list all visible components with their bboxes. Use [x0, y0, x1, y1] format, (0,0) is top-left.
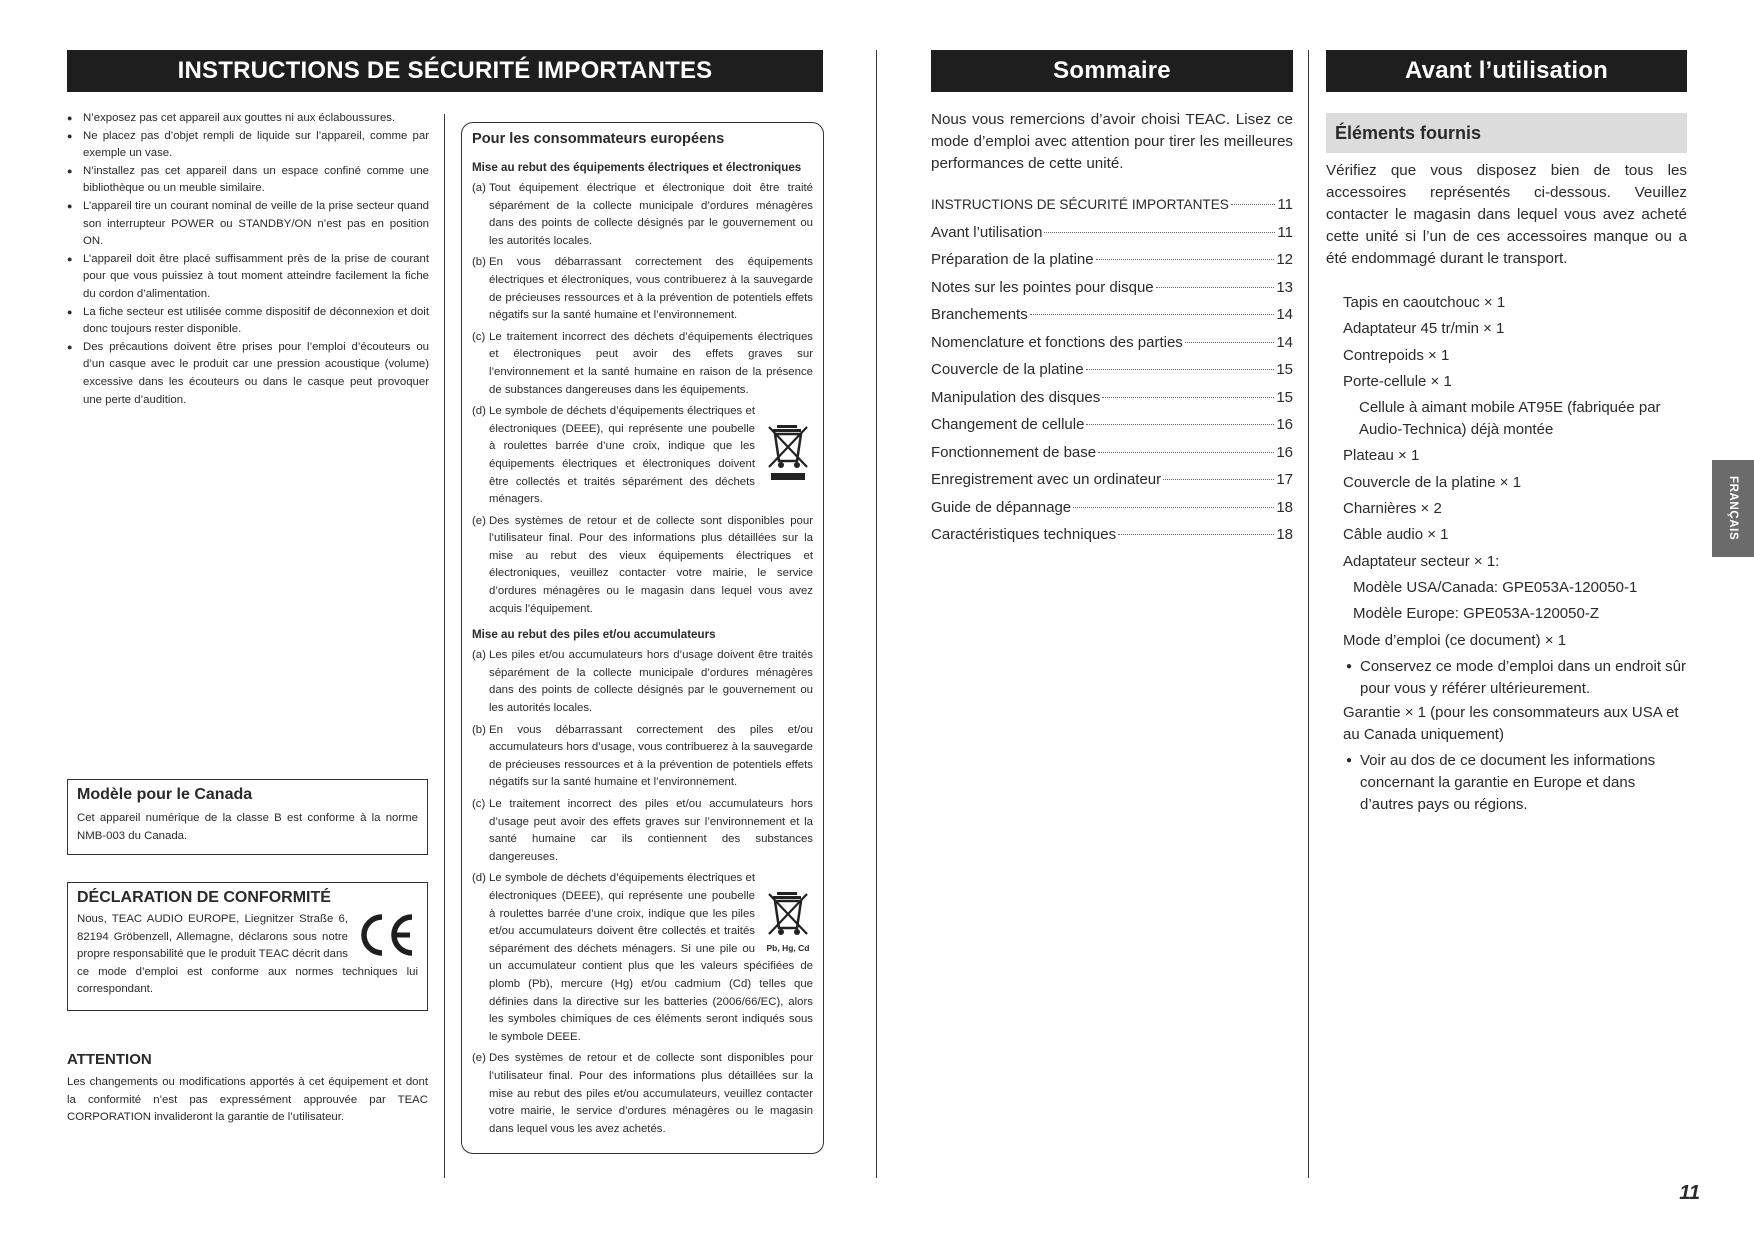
safety-bullet: ● N’exposez pas cet appareil aux gouttes ni aux éclaboussures. — [67, 110, 429, 128]
toc-page: 15 — [1276, 361, 1293, 378]
item-text: Les piles et/ou accumulateurs hors d’usage doivent être traités séparément de la collecte municipale d’ordures ménagères dans des points de collecte désignés par le gouvernement ou les autorités locales. — [489, 649, 813, 715]
item-label: (a) — [472, 182, 486, 194]
toc-leader — [1098, 452, 1274, 453]
ce-mark-icon — [354, 911, 418, 959]
avant-header: Avant l’utilisation — [1326, 50, 1687, 92]
item-text: Le traitement incorrect des déchets d’équipements électriques et électroniques peut avoir des effets graves sur l’environnement et la santé humaine en raison de la présence de substances dangereuses dans les équipements. — [489, 330, 813, 396]
item-label: (c) — [472, 798, 486, 810]
item-text-with-icon — [489, 403, 813, 509]
toc-leader — [1044, 232, 1275, 233]
item-text: Le symbole de déchets d’équipements électriques et électroniques (DEEE), qui représente une poubelle à roulettes barrée d’une croix, indique que les piles et/ou accumulateurs doivent être collectés et traités séparément des déchets ménagers. Si une pile ou un accumulateur contient plus que les valeurs spécifiées de plomb (Pb), mercure (Hg) et/ou cadmium (Cd) telles que définies dans la directive sur les batteries (2006/66/EC), alors les symboles chimiques de ces éléments seront indiqués sous le symbole DEEE. — [489, 872, 813, 1043]
list-item — [472, 180, 813, 250]
toc-title: Caractéristiques techniques — [931, 526, 1117, 543]
list-item — [472, 1050, 813, 1138]
accessory-note: ● Conservez ce mode d’emploi dans un endroit sûr pour vous y référer ultérieurement. — [1343, 656, 1689, 700]
column-divider — [1308, 50, 1309, 1178]
item-text: Le symbole de déchets d’équipements électriques et électroniques (DEEE), qui représente une poubelle à roulettes barrée d’une croix, indique que les équipements électriques et électroniques doivent être collectés et traités séparément des déchets ménagers. — [489, 405, 755, 506]
toc-leader — [1163, 479, 1274, 480]
toc-page: 18 — [1276, 526, 1293, 543]
list-item — [472, 513, 813, 619]
accessory-item: Porte-cellule × 1 — [1343, 372, 1452, 390]
toc-entry[interactable] — [931, 526, 1293, 554]
attention-text: Les changements ou modifications apportés à cet équipement et dont la conformité n’est pas expressément approuvée par TEAC CORPORATION invalideront la garantie de l’utilisateur. — [67, 1076, 428, 1124]
item-label: (b) — [472, 723, 486, 736]
toc-entry[interactable] — [931, 196, 1293, 224]
accessory-item: Tapis en caoutchouc × 1 — [1343, 294, 1506, 311]
language-side-tab — [1712, 460, 1754, 557]
item-text: Des systèmes de retour et de collecte sont disponibles pour l’utilisateur final. Pour des informations plus détaillées sur la mise au rebut des vieux équipements électriques et électroniques, veuillez contacter votre mairie, le service d’ordures ménagères ou le magasin dans lequel vous avez acquis l’équipement. — [489, 514, 813, 615]
safety-bullet: ● L’appareil tire un courant nominal de veille de la prise secteur quand son interrupteur POWER ou STANDBY/ON n’est pas en position ON. — [67, 198, 429, 251]
item-text: Tout équipement électrique et électronique doit être traité séparément de la collecte municipale d’ordures ménagères dans des points de collecte désignés par le gouvernement ou les autorités locales. — [489, 182, 813, 247]
battery-list — [472, 647, 813, 1138]
column-divider — [444, 114, 445, 1178]
weee-bin-icon-wrap — [763, 888, 813, 953]
spread-divider — [876, 50, 877, 1178]
toc-page: 14 — [1276, 333, 1293, 351]
toc-leader — [1185, 342, 1275, 343]
item-label: (a) — [472, 649, 486, 662]
toc-title: Changement de cellule — [931, 416, 1085, 433]
safety-bullet: ● Des précautions doivent être prises pour l’emploi d’écouteurs ou d’un casque avec le produit car une pression acoustique (volume) excessive dans les écouteurs ou dans le casque peut provoquer une perte d’audition. — [67, 339, 429, 409]
toc-page: 11 — [1277, 223, 1293, 241]
safety-bullet-list — [67, 110, 429, 409]
toc-leader — [1102, 397, 1274, 398]
toc-title: Branchements — [931, 306, 1028, 323]
list-item — [472, 403, 813, 509]
toc-title: Notes sur les pointes pour disque — [931, 278, 1154, 296]
item-label: (b) — [472, 256, 486, 269]
weee-bin-icon-wrap — [763, 421, 813, 488]
declaration-title: DÉCLARATION DE CONFORMITÉ — [77, 889, 331, 906]
avant-intro: Vérifiez que vous disposez bien de tous les accessoires représentés ci-dessous. Veuillez contacter le magasin dans lequel vous avez acheté cette unité si l’un de ces accessoires manque ou a été endommagé durant le transport. — [1326, 162, 1687, 267]
accessory-item: Couvercle de la platine × 1 — [1343, 473, 1522, 491]
toc-leader — [1156, 287, 1275, 288]
accessory-subitem: Cellule à aimant mobile AT95E (fabriquée par Audio-Technica) déjà montée — [1359, 399, 1661, 439]
toc-entry[interactable] — [931, 444, 1293, 472]
accessory-subitem: Modèle USA/Canada: GPE053A-120050-1 — [1353, 578, 1638, 596]
accessory-item: Adaptateur 45 tr/min × 1 — [1343, 320, 1505, 338]
weee-equipment-list — [472, 180, 813, 618]
toc-title: Nomenclature et fonctions des parties — [931, 333, 1183, 351]
accessory-item: Contrepoids × 1 — [1343, 346, 1450, 364]
toc-page: 15 — [1276, 388, 1293, 406]
item-text: En vous débarrassant correctement des piles et/ou accumulateurs hors d’usage, vous contribuerez à la sauvegarde de précieuses ressources et à la prévention de potentiels effets négatifs sur la santé humaine et l’environnement. — [489, 723, 813, 789]
toc-page: 17 — [1276, 471, 1293, 488]
toc-leader — [1086, 424, 1274, 425]
toc-leader — [1231, 204, 1276, 205]
list-item — [472, 870, 813, 1046]
accessory-item: Garantie × 1 (pour les consommateurs aux USA et au Canada uniquement) — [1343, 703, 1679, 743]
canada-title: Modèle pour le Canada — [77, 786, 253, 803]
toc-leader — [1073, 507, 1274, 508]
list-item — [472, 722, 813, 792]
item-label: (e) — [472, 514, 486, 527]
toc-title: Fonctionnement de base — [931, 443, 1097, 461]
accessory-item: Adaptateur secteur × 1: — [1343, 552, 1500, 570]
safety-header: INSTRUCTIONS DE SÉCURITÉ IMPORTANTES — [67, 50, 823, 92]
toc-title: Guide de dépannage — [931, 498, 1072, 516]
safety-bullet: ● Ne placez pas d’objet rempli de liquide sur l’appareil, comme par exemple un vase. — [67, 128, 429, 163]
accessory-item: Plateau × 1 — [1343, 447, 1420, 465]
item-label: (d) — [472, 405, 486, 418]
list-item — [472, 796, 813, 866]
canada-box — [67, 779, 428, 855]
accessory-item: Charnières × 2 — [1343, 500, 1442, 518]
item-text: Des systèmes de retour et de collecte sont disponibles pour l’utilisateur final. Pour des informations plus détaillées sur la mise au rebut des piles et/ou accumulateurs, veuillez contacter votre mairie, le service d’ordures ménagères ou le magasin dans lequel vous les avez achetés. — [489, 1052, 813, 1135]
attention-section — [67, 1051, 428, 1127]
toc-entry[interactable] — [931, 471, 1293, 499]
item-label: (e) — [472, 1052, 486, 1065]
language-tab-label: FRANÇAIS — [1727, 476, 1739, 541]
toc-title: Avant l’utilisation — [931, 223, 1043, 241]
safety-bullet: ● La fiche secteur est utilisée comme dispositif de déconnexion et doit donc toujours rester disponible. — [67, 304, 429, 339]
toc-title: INSTRUCTIONS DE SÉCURITÉ IMPORTANTES — [931, 197, 1229, 212]
toc-entry[interactable] — [931, 334, 1293, 362]
sommaire-intro: Nous vous remercions d’avoir choisi TEAC. Lisez ce mode d’emploi avec attention pour tirer les meilleures performances de cette unité. — [931, 111, 1293, 172]
toc-title: Enregistrement avec un ordinateur — [931, 471, 1162, 488]
toc-entry[interactable] — [931, 279, 1293, 307]
toc-entry[interactable] — [931, 389, 1293, 417]
european-title: Pour les consommateurs européens — [472, 131, 725, 147]
toc-entry[interactable] — [931, 306, 1293, 334]
page-number: 11 — [1679, 1182, 1700, 1204]
item-text-with-icon — [489, 870, 813, 1046]
toc-page: 16 — [1276, 443, 1293, 461]
list-item — [472, 647, 813, 717]
sommaire-header: Sommaire — [931, 50, 1293, 92]
item-text: En vous débarrassant correctement des équipements électriques et électroniques, vous contribuerez à la sauvegarde de précieuses ressources et à la prévention de potentiels effets négatifs sur la santé humaine et l’environnement. — [489, 256, 813, 322]
accessory-subitem: Modèle Europe: GPE053A-120050-Z — [1353, 605, 1599, 623]
list-item — [472, 329, 813, 399]
item-label: (c) — [472, 330, 486, 343]
toc-leader — [1118, 534, 1274, 535]
declaration-box — [67, 882, 428, 1011]
toc-page: 18 — [1276, 498, 1293, 516]
toc-entry[interactable] — [931, 224, 1293, 252]
toc-leader — [1096, 259, 1275, 260]
accessory-item: Mode d’emploi (ce document) × 1 — [1343, 631, 1567, 649]
safety-bullet: ● L’appareil doit être placé suffisamment près de la prise de courant pour que vous puissiez à tout moment atteindre facilement la fiche du cordon d’alimentation. — [67, 251, 429, 304]
toc-entry[interactable] — [931, 361, 1293, 389]
chem-symbols-label: Pb, Hg, Cd — [766, 942, 810, 953]
toc-title: Préparation de la platine — [931, 251, 1094, 268]
toc-page: 14 — [1276, 306, 1293, 323]
weee-equipment-heading: Mise au rebut des équipements électriques et électroniques — [472, 161, 802, 174]
toc-page: 12 — [1276, 251, 1293, 268]
toc-entry[interactable] — [931, 416, 1293, 444]
toc-page: 16 — [1276, 416, 1293, 433]
toc-page: 11 — [1277, 196, 1293, 213]
european-consumers-box — [461, 122, 824, 1154]
item-text: Le traitement incorrect des piles et/ou accumulateurs hors d’usage peut avoir des effets graves sur l’environnement et la santé humaine car ils contiennent des substances dangereuses. — [489, 798, 813, 863]
crossed-bin-icon — [765, 888, 811, 936]
attention-title: ATTENTION — [67, 1051, 152, 1068]
accessory-note: ● Voir au dos de ce document les informations concernant la garantie en Europe et dans d’autres pays ou régions. — [1343, 750, 1689, 816]
canada-text: Cet appareil numérique de la classe B est conforme à la norme NMB-003 du Canada. — [77, 812, 418, 842]
accessory-item: Câble audio × 1 — [1343, 526, 1449, 544]
toc-title: Couvercle de la platine — [931, 361, 1084, 378]
battery-heading: Mise au rebut des piles et/ou accumulateurs — [472, 628, 716, 642]
accessory-list — [1343, 292, 1689, 818]
toc-leader — [1086, 369, 1275, 370]
item-label: (d) — [472, 872, 486, 885]
toc-page: 13 — [1276, 278, 1293, 296]
declaration-text: Nous, TEAC AUDIO EUROPE, Liegnitzer Straße 6, 82194 Gröbenzell, Allemagne, déclarons sous notre propre responsabilité que le produit TEAC décrit dans ce mode d’emploi est conforme aux normes techniques lui correspondant. — [77, 913, 418, 996]
toc-leader — [1030, 314, 1275, 315]
toc-entry[interactable] — [931, 499, 1293, 527]
toc-entry[interactable] — [931, 251, 1293, 279]
safety-bullet: ● N’installez pas cet appareil dans un espace confiné comme une bibliothèque ou un meuble similaire. — [67, 163, 429, 198]
elements-fournis-heading: Éléments fournis — [1326, 113, 1687, 153]
table-of-contents — [931, 196, 1293, 554]
crossed-bin-icon — [765, 421, 811, 481]
toc-title: Manipulation des disques — [931, 388, 1101, 406]
list-item — [472, 254, 813, 324]
